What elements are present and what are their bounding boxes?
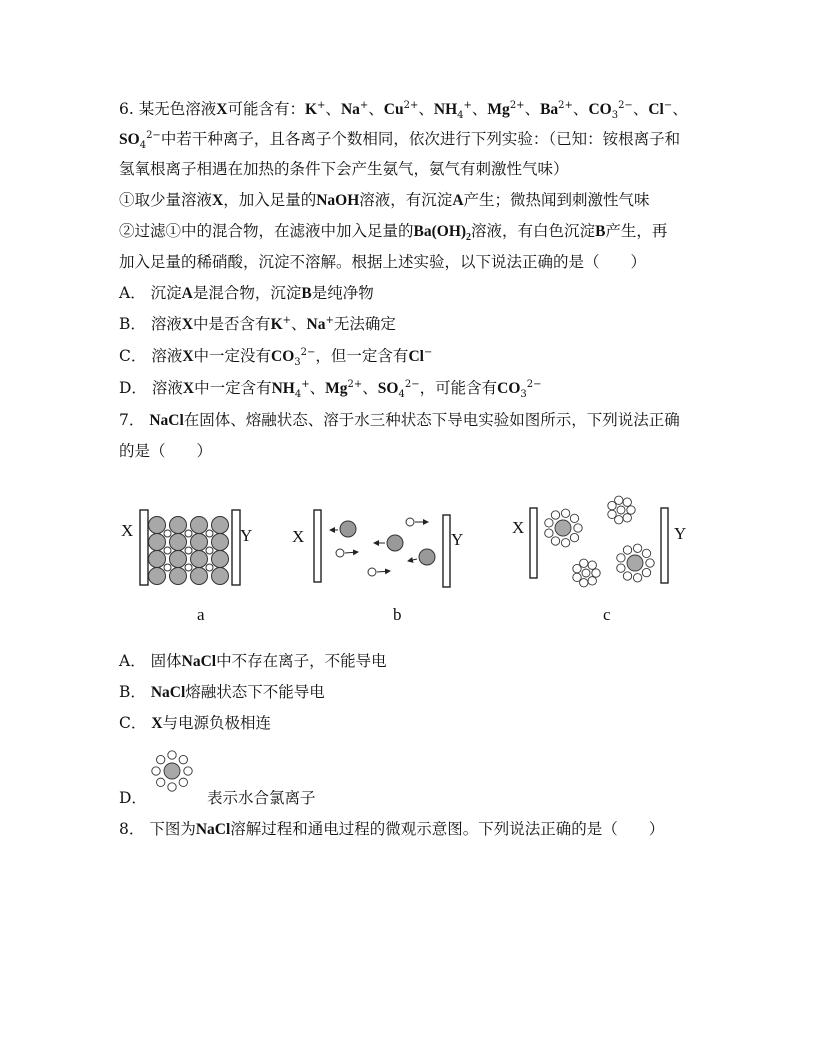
q6-option-d: D． 溶液X中一定含有$NH_4^+$、$Mg^{2+}$、$SO_4^{2-}$，可能含有$CO_3^{2-}$ bbox=[119, 378, 542, 401]
chloride-ion bbox=[627, 555, 643, 571]
q6-line-1: 6. 某无色溶液X可能含有：K+、Na+、$Cu^{2+}$、$NH_4^+$、$Mg^{2+}$、$Ba^{2+}$、$CO_3^{2-}$、Cl−、 bbox=[119, 99, 688, 122]
water-molecule bbox=[588, 561, 596, 569]
water-molecule bbox=[551, 511, 559, 519]
sodium-ion bbox=[617, 506, 625, 514]
sodium-ion bbox=[206, 564, 213, 571]
sodium-ion bbox=[185, 530, 192, 537]
chloride-ion bbox=[555, 520, 571, 536]
water-molecule bbox=[545, 519, 553, 527]
water-molecule bbox=[623, 498, 631, 506]
chloride-ion bbox=[170, 517, 187, 534]
chloride-ion bbox=[212, 568, 229, 585]
water-molecule bbox=[617, 564, 625, 572]
q6-step-1: ①取少量溶液X，加入足量的NaOH溶液，有沉淀A产生；微热闻到刺激性气味 bbox=[119, 191, 650, 209]
water-molecule bbox=[646, 559, 654, 567]
chloride-ion bbox=[212, 517, 229, 534]
q7-line-2: 的是（ ） bbox=[119, 442, 213, 460]
water-molecule bbox=[608, 510, 616, 518]
sodium-ion bbox=[582, 569, 590, 577]
water-molecule bbox=[156, 755, 164, 763]
water-molecule bbox=[561, 509, 569, 517]
fig-b-caption: b bbox=[393, 605, 402, 624]
water-molecule bbox=[588, 577, 596, 585]
q6-option-b: B． 溶液X中是否含有K+、Na+无法确定 bbox=[119, 314, 396, 333]
water-molecule bbox=[573, 573, 581, 581]
chloride-ion bbox=[170, 551, 187, 568]
water-molecule bbox=[627, 506, 635, 514]
q8-line-1: 8． 下图为NaCl溶解过程和通电过程的微观示意图。下列说法正确的是（ ） bbox=[119, 820, 665, 838]
fig-c-x-label: X bbox=[512, 518, 525, 537]
sodium-ion bbox=[164, 530, 171, 537]
sodium-ion bbox=[206, 547, 213, 554]
q7-option-d: D． 表示水合氯离子 bbox=[119, 789, 316, 807]
fig-a-caption: a bbox=[197, 605, 205, 624]
figure-c-hydrated-ions bbox=[528, 488, 678, 588]
chloride-ion bbox=[170, 568, 187, 585]
sodium-ion bbox=[206, 530, 213, 537]
sodium-ion bbox=[164, 547, 171, 554]
water-molecule bbox=[580, 559, 588, 567]
water-molecule bbox=[623, 546, 631, 554]
water-molecule bbox=[617, 554, 625, 562]
fig-a-y-label: Y bbox=[240, 526, 253, 545]
chloride-ion bbox=[191, 551, 208, 568]
chloride-ion bbox=[149, 568, 166, 585]
fig-a-x-label: X bbox=[121, 521, 134, 540]
water-molecule bbox=[545, 529, 553, 537]
q6-line-3: 氢氧根离子相遇在加热的条件下会产生氨气，氨气有刺激性气味） bbox=[119, 160, 569, 178]
fig-c-y-label: Y bbox=[674, 524, 687, 543]
chloride-ion bbox=[191, 517, 208, 534]
chloride-ion bbox=[212, 551, 229, 568]
q7-option-c: C． X与电源负极相连 bbox=[119, 714, 272, 732]
water-molecule bbox=[633, 544, 641, 552]
chloride-ion bbox=[212, 534, 229, 551]
water-molecule bbox=[574, 524, 582, 532]
water-molecule bbox=[179, 755, 187, 763]
q6-step-2: ②过滤①中的混合物，在滤液中加入足量的$Ba(OH)_2$溶液，有白色沉淀B产生，再 bbox=[119, 222, 668, 244]
fig-b-x-label: X bbox=[292, 527, 305, 546]
water-molecule bbox=[642, 549, 650, 557]
chloride-ion bbox=[164, 763, 180, 779]
water-molecule bbox=[592, 569, 600, 577]
water-molecule bbox=[561, 539, 569, 547]
chloride-ion bbox=[149, 517, 166, 534]
water-molecule bbox=[184, 767, 192, 775]
chloride-ion bbox=[191, 568, 208, 585]
water-molecule bbox=[152, 767, 160, 775]
water-molecule bbox=[623, 572, 631, 580]
water-molecule bbox=[551, 537, 559, 545]
q6-line-4: 加入足量的稀硝酸，沉淀不溶解。根据上述实验，以下说法正确的是（ ） bbox=[119, 253, 647, 271]
chloride-ion bbox=[149, 551, 166, 568]
water-molecule bbox=[633, 574, 641, 582]
figure-a-solid-lattice bbox=[140, 505, 240, 585]
q7-option-a: A． 固体NaCl中不存在离子，不能导电 bbox=[119, 652, 387, 670]
water-molecule bbox=[179, 778, 187, 786]
water-molecule bbox=[570, 533, 578, 541]
q6-option-a: A． 沉淀A是混合物，沉淀B是纯净物 bbox=[119, 284, 374, 302]
q7-option-b: B． NaCl熔融状态下不能导电 bbox=[119, 683, 325, 701]
water-molecule bbox=[168, 751, 176, 759]
water-molecule bbox=[570, 514, 578, 522]
water-molecule bbox=[156, 778, 164, 786]
water-molecule bbox=[642, 568, 650, 576]
water-molecule bbox=[623, 514, 631, 522]
chloride-ion bbox=[170, 534, 187, 551]
fig-b-y-label: Y bbox=[451, 530, 464, 549]
sodium-ion bbox=[185, 547, 192, 554]
water-molecule bbox=[615, 496, 623, 504]
q6-line-2: $SO_4^{2-}$中若干种离子，且各离子个数相同，依次进行下列实验：（已知：铵根离子和 bbox=[119, 129, 681, 152]
sodium-ion bbox=[185, 564, 192, 571]
q6-option-c: C． 溶液X中一定没有$CO_3^{2-}$，但一定含有Cl− bbox=[119, 346, 433, 369]
chloride-ion bbox=[191, 534, 208, 551]
q7-line-1: 7． NaCl在固体、熔融状态、溶于水三种状态下导电实验如图所示，下列说法正确 bbox=[119, 411, 680, 429]
chloride-ion bbox=[149, 534, 166, 551]
sodium-ion bbox=[164, 564, 171, 571]
figure-b-molten-ions bbox=[310, 505, 460, 590]
fig-c-caption: c bbox=[603, 605, 611, 624]
